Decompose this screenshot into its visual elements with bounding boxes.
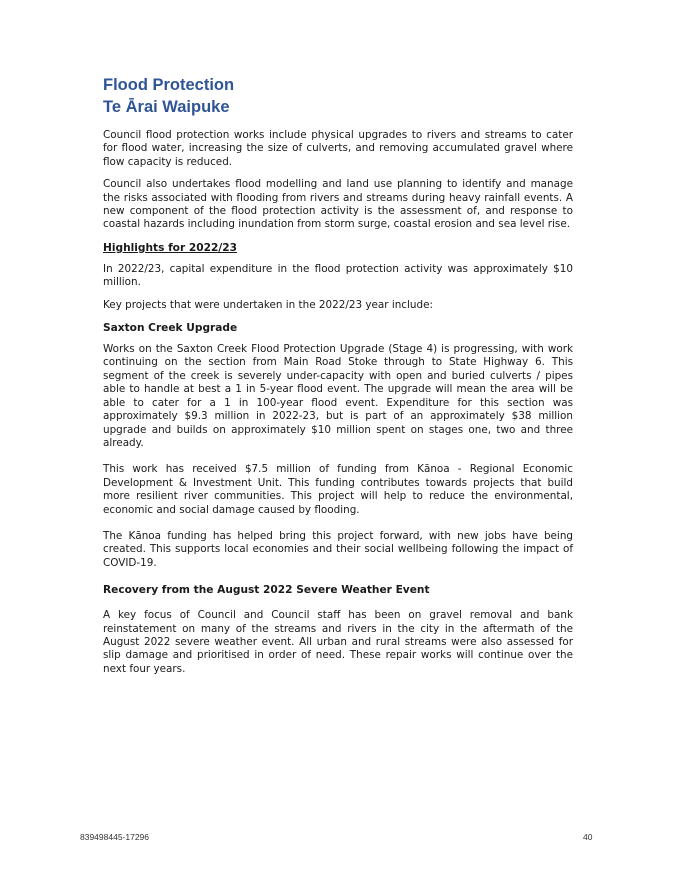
highlights-paragraph-1: In 2022/23, capital expenditure in the flood protection activity was approximately $10 million. bbox=[103, 262, 573, 289]
highlights-paragraph-2: Key projects that were undertaken in the 2022/23 year include: bbox=[103, 298, 433, 311]
footer-page-number: 40 bbox=[583, 832, 593, 842]
page-title-maori: Te Ārai Waipuke bbox=[103, 98, 230, 116]
saxton-heading: Saxton Creek Upgrade bbox=[103, 322, 238, 335]
document-page bbox=[103, 74, 573, 685]
recovery-paragraph-1: A key focus of Council and Council staff has been on gravel removal and bank reinstatement on many of the streams and rivers in the city in the aftermath of the August 2022 severe weather event. All urban and rural streams were also assessed for slip damage and prioritised in order of need. These repair works will continue over the next four years. bbox=[103, 609, 573, 675]
saxton-paragraph-3: The Kānoa funding has helped bring this project forward, with new jobs have being created. This supports local economies and their social wellbeing following the impact of COVID-19. bbox=[103, 529, 573, 569]
footer-doc-id: 839498445-17296 bbox=[80, 832, 150, 842]
title-block bbox=[103, 74, 573, 118]
saxton-paragraph-1: Works on the Saxton Creek Flood Protection Upgrade (Stage 4) is progressing, with work continuing on the section from Main Road Stoke through to State Highway 6. This segment of the creek is severely under-capacity with open and buried culverts / pipes able to handle at best a 1 in 5-year flood event. The upgrade will mean the area will be able to cater for a 1 in 100-year flood event. Expenditure for this section was approximately $9.3 million in 2022-23, but is part of an approximately $38 million upgrade and builds on approximately $10 million spent on stages one, two and three already. bbox=[103, 343, 573, 449]
highlights-heading: Highlights for 2022/23 bbox=[103, 241, 237, 254]
intro-paragraph-2: Council also undertakes flood modelling and land use planning to identify and manage the risks associated with flooding from rivers and streams during heavy rainfall events. A new component of the flood protection activity is the assessment of, and response to coastal hazards including inundation from storm surge, coastal erosion and sea level rise. bbox=[103, 178, 573, 231]
intro-paragraph-1: Council flood protection works include physical upgrades to rivers and streams to cater for flood water, increasing the size of culverts, and removing accumulated gravel where flow capacity is reduced. bbox=[103, 129, 573, 168]
saxton-paragraph-2: This work has received $7.5 million of funding from Kānoa - Regional Economic Development & Investment Unit. This funding contributes towards projects that build more resilient river communities. This project will help to reduce the environmental, economic and social damage caused by flooding. bbox=[103, 463, 573, 516]
page-title: Flood Protection bbox=[103, 76, 235, 94]
recovery-heading: Recovery from the August 2022 Severe Weather Event bbox=[103, 584, 430, 597]
